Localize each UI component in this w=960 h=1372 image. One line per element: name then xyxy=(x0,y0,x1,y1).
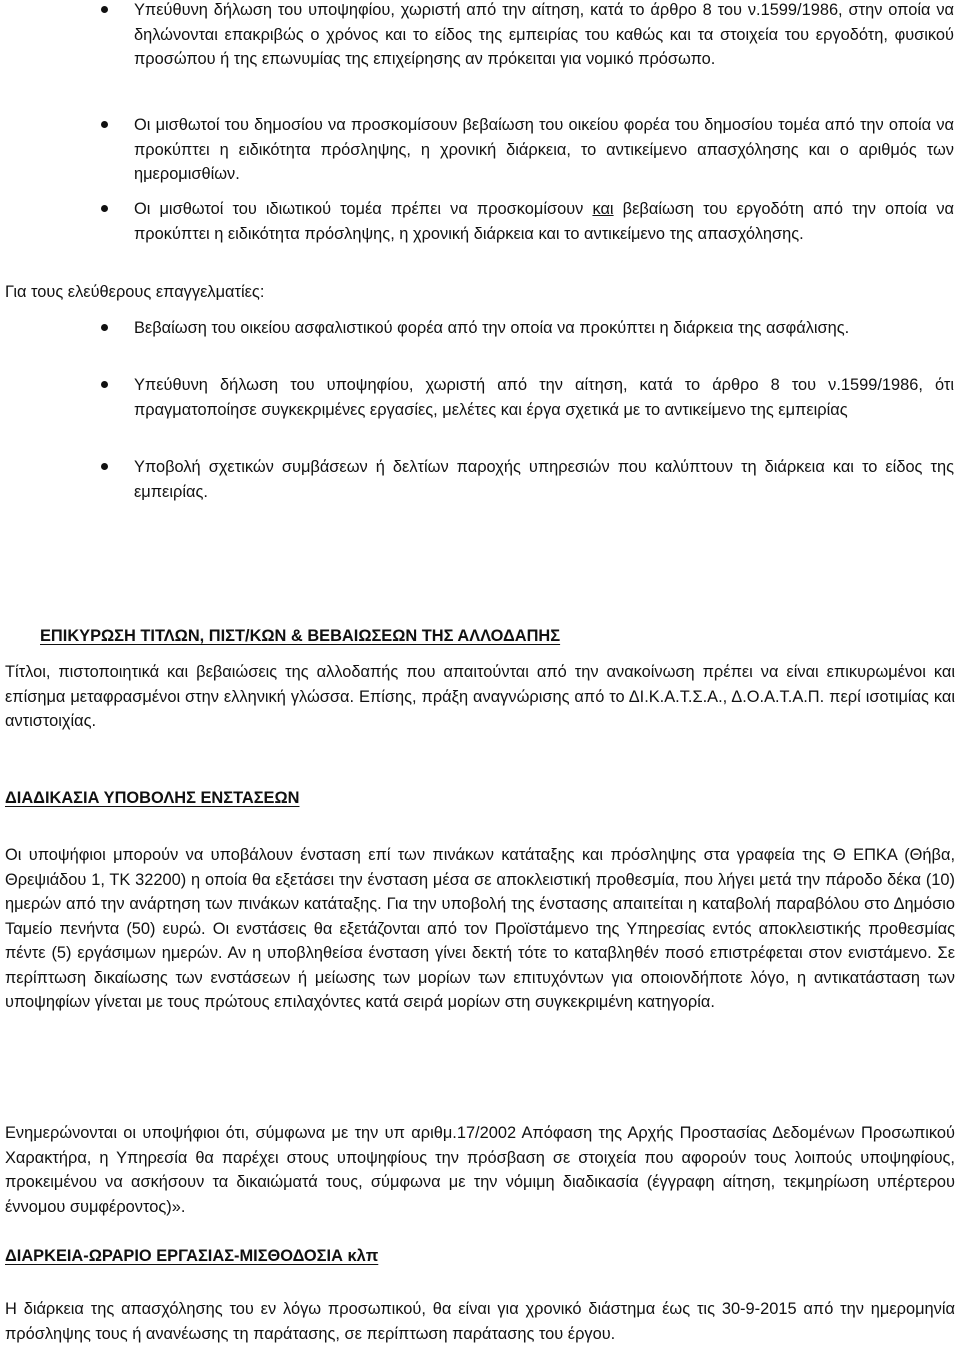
section-text-data-protection: Ενημερώνονται οι υποψήφιοι ότι, σύμφωνα με την υπ αριθμ.17/2002 Απόφαση της Αρχής Προστασίας Δεδομένων Προσωπικού Χαρακτήρα, η Υπηρεσία θα παρέχει στους υποψηφίους την πρόσβαση σε στοιχεία που αφορούν τους λοιπούς υποψηφίους, προκειμένου να ασκήσουν τα δικαιώματά τους, σύμφωνα με την νόμιμη διαδικασία (έγγραφη αίτηση, τεκμηρίωση υπέρτερου έννομου συμφέροντος)». xyxy=(5,1124,955,1216)
list-item-text: Υπεύθυνη δήλωση του υποψηφίου, χωριστή από την αίτηση, κατά το άρθρο 8 του ν.1599/1986, ότι πραγματοποίησε συγκεκριμένες εργασίες, μελέτες και έργα σχετικά με το αντικείμενο της εμπειρίας xyxy=(134,376,954,419)
list-item-text-start: Οι μισθωτοί του ιδιωτικού τομέα πρέπει να προσκομίσουν xyxy=(134,200,593,218)
list-item-text: Υποβολή σχετικών συμβάσεων ή δελτίων παροχής υπηρεσιών που καλύπτουν τη διάρκεια και το είδος της εμπειρίας. xyxy=(134,458,954,501)
bullet-icon xyxy=(101,205,108,212)
bullet-icon xyxy=(101,324,108,331)
list-item xyxy=(134,0,954,72)
section-text-duration: Η διάρκεια της απασχόλησης του εν λόγω προσωπικού, θα είναι για χρονικό διάστημα έως τις 30-9-2015 από την ημερομηνία πρόσληψης τους ή ανανέωσης τη παράτασης, σε περίπτωση παράτασης του έργου. xyxy=(5,1300,955,1343)
list-item xyxy=(134,455,954,504)
list-item-text: Οι μισθωτοί του δημοσίου να προσκομίσουν βεβαίωση του οικείου φορέα του δημοσίου τομέα από την οποία να προκύπτει η ειδικότητα πρόσληψης, η χρονική διάρκεια, το αντικείμενο απασχόλησης και ο αριθμός των ημερομισθίων. xyxy=(134,116,954,183)
freelancers-label: Για τους ελεύθερους επαγγελματίες: xyxy=(5,283,265,301)
list-item xyxy=(134,113,954,187)
section-text-certification: Τίτλοι, πιστοποιητικά και βεβαιώσεις της αλλοδαπής που απαιτούνται από την ανακοίνωση πρέπει να είναι επικυρωμένοι και επίσημα μεταφρασμένοι στην ελληνική γλώσσα. Επίσης, πράξη αναγνώρισης από το ΔΙ.Κ.Α.Τ.Σ.Α., Δ.Ο.Α.Τ.Α.Π. περί ισοτιμίας και αντιστοιχίας. xyxy=(5,663,955,730)
list-item xyxy=(134,373,954,422)
bullet-icon xyxy=(101,463,108,470)
list-item xyxy=(134,316,954,341)
underlined-word: και xyxy=(592,200,614,218)
bullet-icon xyxy=(101,121,108,128)
section-text-objections: Οι υποψήφιοι μπορούν να υποβάλουν ένσταση επί των πινάκων κατάταξης και πρόσληψης στα γραφεία της Θ ΕΠΚΑ (Θήβα, Θρεψιάδου 1, ΤΚ 32200) η οποία θα εξετάσει την ένσταση μέσα σε αποκλειστική προθεσμία, που λήγει μετά την πάροδο δέκα (10) ημερών από την ανάρτηση των πινάκων κατάταξης. Για την υποβολή της ένστασης απαιτείται η καταβολή παραβόλου στο Δημόσιο Ταμείο πενήντα (50) ευρώ. Οι ενστάσεις θα εξετάζονται από τον Προϊστάμενο της Υπηρεσίας εντός αποκλειστικής προθεσμίας πέντε (5) εργάσιμων ημερών. Αν η υποβληθείσα ένσταση γίνει δεκτή τότε το καταβληθέν ποσό επιστρέφεται στον ενιστάμενο. Σε περίπτωση δικαίωσης των ενστάσεων ή μείωσης των μορίων των επιτυχόντων για οποιονδήποτε λόγο, η αντικατάσταση των υποψηφίων γίνεται με τους πρώτους επιλαχόντες κατά σειρά μορίων στη συγκεκριμένη κατηγορία. xyxy=(5,846,955,1011)
section-heading-duration: ΔΙΑΡΚΕΙΑ-ΩΡΑΡΙΟ ΕΡΓΑΣΙΑΣ-ΜΙΣΘΟΔΟΣΙΑ κλπ xyxy=(5,1247,379,1265)
list-item xyxy=(134,197,954,246)
list-item-text-end: βεβαίωση του εργοδότη από την οποία να προκύπτει η ειδικότητα πρόσληψης, η χρονική διάρκεια και το αντικείμενο της απασχόλησης. xyxy=(134,200,954,243)
section-heading-certification: ΕΠΙΚΥΡΩΣΗ ΤΙΤΛΩΝ, ΠΙΣΤ/ΚΩΝ & ΒΕΒΑΙΩΣΕΩΝ ΤΗΣ ΑΛΛΟΔΑΠΗΣ xyxy=(40,627,561,645)
section-heading-objections: ΔΙΑΔΙΚΑΣΙΑ ΥΠΟΒΟΛΗΣ ΕΝΣΤΑΣΕΩΝ xyxy=(5,789,300,807)
list-item-text: Βεβαίωση του οικείου ασφαλιστικού φορέα από την οποία να προκύπτει η διάρκεια της ασφάλισης. xyxy=(134,319,850,337)
bullet-icon xyxy=(101,6,108,13)
list-item-text: Υπεύθυνη δήλωση του υποψηφίου, χωριστή από την αίτηση, κατά το άρθρο 8 του ν.1599/1986, στην οποία να δηλώνονται επακριβώς ο χρόνος και το είδος της εμπειρίας του καθώς και τα στοιχεία του εργοδότη, φυσικού προσώπου ή της επωνυμίας της επιχείρησης αν πρόκειται για νομικό πρόσωπο. xyxy=(134,1,954,68)
bullet-icon xyxy=(101,381,108,388)
